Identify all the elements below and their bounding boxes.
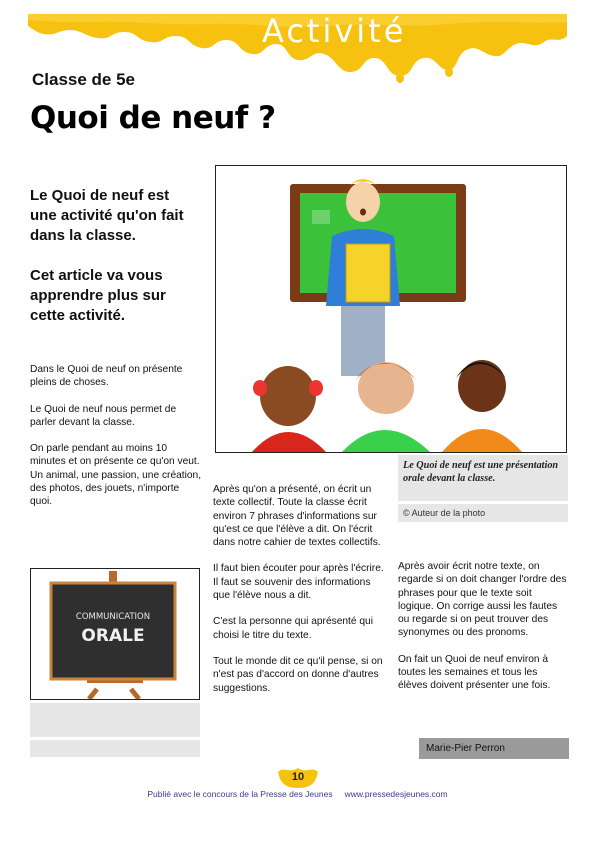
body-paragraph: On fait un Quoi de neuf environ à toutes les semaines et tous les élèves doivent présenter une fois. bbox=[398, 653, 551, 692]
body-paragraph: C'est la personne qui aprésenté qui choisi le titre du texte. bbox=[213, 616, 373, 641]
footer-website-link[interactable]: www.pressedesjeunes.com bbox=[344, 789, 448, 799]
easel-sign-line2: ORALE bbox=[81, 626, 145, 646]
page-number: 10 bbox=[291, 771, 305, 783]
lead-paragraph: Le Quoi de neuf est une activité qu'on fait dans la classe. bbox=[30, 187, 184, 244]
main-photo bbox=[215, 165, 567, 453]
body-paragraph: Le Quoi de neuf nous permet de parler devant la classe. bbox=[30, 403, 177, 428]
classroom-illustration bbox=[216, 166, 566, 452]
easel-sign-line1: COMMUNICATION bbox=[75, 612, 151, 622]
author-name: Marie-Pier Perron bbox=[426, 743, 505, 754]
article-column-middle bbox=[213, 483, 388, 708]
photo-caption: Le Quoi de neuf est une présentation orale devant la classe. bbox=[403, 460, 559, 484]
body-paragraph: Tout le monde dit ce qu'il pense, si on n'est pas d'accord on donne d'autres suggestions. bbox=[213, 655, 383, 694]
lead-paragraph: Cet article va vous apprendre plus sur cette activité. bbox=[30, 267, 166, 324]
article-column-left bbox=[30, 363, 202, 522]
body-paragraph: On parle pendant au moins 10 minutes et on présente ce qu'on veut. Un animal, une passion, une création, des photos, des jouets, n'importe quoi. bbox=[30, 443, 202, 508]
easel-caption-box bbox=[30, 703, 200, 737]
class-label: Classe de 5e bbox=[32, 70, 136, 89]
easel-credit-box bbox=[30, 740, 200, 757]
footer-publisher: Publié avec le concours de la Presse des Jeunes bbox=[147, 789, 333, 799]
article-column-right bbox=[398, 560, 568, 706]
body-paragraph: Dans le Quoi de neuf on présente pleins de choses. bbox=[30, 364, 183, 389]
body-paragraph: Il faut bien écouter pour après l'écrire. Il faut se souvenir des informations que l'élève nous a dit. bbox=[213, 563, 384, 602]
body-paragraph: Après avoir écrit notre texte, on regarde si on doit changer l'ordre des phrases pour que le texte soit logique. On corrige aussi les fautes ou regarde si on peut trouver des synonymes ou des pronoms. bbox=[398, 561, 567, 639]
easel-illustration bbox=[31, 569, 199, 699]
body-paragraph: Après qu'on a présenté, on écrit un texte collectif. Toute la classe écrit environ 7 phrases d'informations sur qu'est ce que l'élève a dit. On l'écrit dans notre cahier de textes collectifs. bbox=[213, 484, 381, 549]
lead-text bbox=[30, 186, 200, 346]
easel-photo bbox=[30, 568, 200, 700]
page-title: Quoi de neuf ? bbox=[30, 100, 276, 136]
banner-title: Activité bbox=[262, 12, 407, 50]
photo-credit: © Auteur de la photo bbox=[403, 508, 486, 518]
footer bbox=[0, 789, 595, 799]
